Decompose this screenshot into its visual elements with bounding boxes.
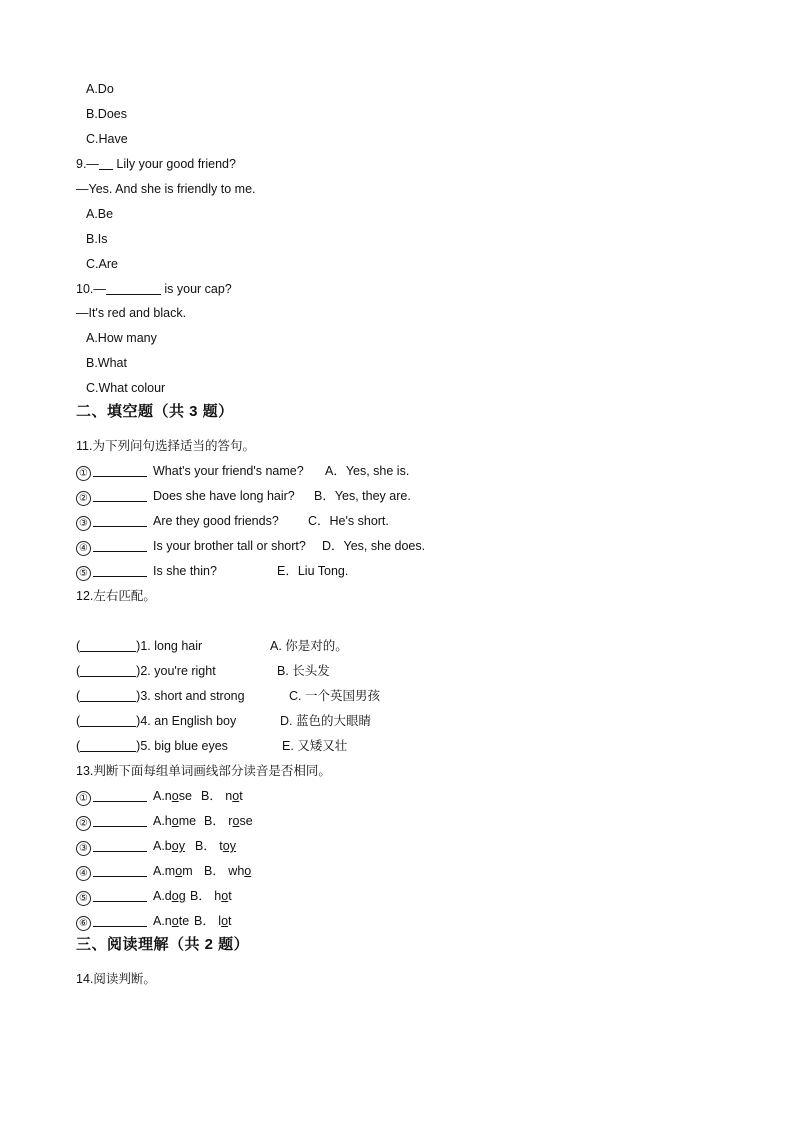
q11-row — [76, 513, 436, 531]
q11-question: What's your friend's name? — [153, 464, 304, 478]
q9-option-a: A.Be — [86, 207, 114, 221]
underlined-sound: o — [221, 914, 229, 928]
q11-question: Is she thin? — [153, 564, 217, 578]
q13-word-b: B． who — [204, 864, 252, 878]
q12-right-item: B. 长头发 — [277, 664, 330, 678]
q12-right-item: D. 蓝色的大眼睛 — [280, 714, 371, 728]
q13-row-number: ③ — [76, 841, 91, 856]
q12-left-item: 3. short and strong — [140, 689, 245, 703]
q13-row — [76, 813, 296, 831]
underlined-sound: o — [171, 914, 179, 928]
q8-option-b: B.Does — [86, 107, 127, 121]
answer-blank — [93, 564, 147, 577]
q13-row-number: ⑥ — [76, 916, 91, 931]
q13-row-number: ⑤ — [76, 891, 91, 906]
answer-blank — [93, 864, 147, 877]
answer-blank — [80, 689, 136, 702]
q9-option-c: C.Are — [86, 257, 118, 271]
q10-blank — [106, 282, 161, 295]
q11-answer-option: D．Yes, she does. — [322, 539, 426, 553]
q13-word-a: A.nose — [153, 789, 192, 803]
underlined-sound: o — [171, 814, 179, 828]
q12-row: ( )4. an English boy D. 蓝色的大眼睛 — [76, 714, 371, 728]
q11-question: Is your brother tall or short? — [153, 539, 306, 553]
answer-blank — [80, 739, 136, 752]
q13-row — [76, 888, 296, 906]
q13-word-b: B． rose — [204, 814, 253, 828]
q13-word-b: B． lot — [194, 914, 232, 928]
q11-row — [76, 488, 436, 506]
q12-title: 12.左右匹配。 — [76, 589, 156, 603]
q8-option-a: A.Do — [86, 82, 114, 96]
answer-blank — [93, 789, 147, 802]
q12-left-item: 5. big blue eyes — [140, 739, 228, 753]
q9-option-b: B.Is — [86, 232, 108, 246]
q9-question — [76, 156, 236, 172]
q10-question — [76, 281, 232, 297]
underlined-sound: o — [175, 864, 183, 878]
answer-blank — [93, 914, 147, 927]
q10-prefix: 10.— — [76, 282, 106, 296]
underlined-sound: o — [232, 789, 240, 803]
q11-row-number: ③ — [76, 516, 91, 531]
q13-word-b: B． hot — [190, 889, 232, 903]
q9-blank — [99, 157, 113, 170]
answer-blank — [93, 464, 147, 477]
q10-option-c: C.What colour — [86, 381, 166, 395]
q13-title: 13.判断下面每组单词画线部分读音是否相同。 — [76, 764, 331, 778]
q12-row: ( )1. long hair A. 你是对的。 — [76, 639, 348, 653]
q13-row-number: ① — [76, 791, 91, 806]
q11-row — [76, 563, 436, 581]
q13-word-a: A.boy — [153, 839, 185, 853]
underlined-sound: og — [171, 889, 186, 903]
q11-row-number: ⑤ — [76, 566, 91, 581]
q12-right-item: E. 又矮又壮 — [282, 739, 348, 753]
q11-answer-option: B．Yes, they are. — [314, 489, 411, 503]
q14-title: 14.阅读判断。 — [76, 972, 156, 986]
underlined-sound: o — [232, 814, 240, 828]
q12-left-item: 1. long hair — [140, 639, 203, 653]
q11-answer-option: E．Liu Tong. — [277, 564, 349, 578]
answer-blank — [93, 539, 147, 552]
q13-row — [76, 838, 296, 856]
q11-question: Does she have long hair? — [153, 489, 295, 503]
q10-option-b: B.What — [86, 356, 127, 370]
answer-blank — [93, 814, 147, 827]
section-2-title: 二、填空题（共 3 题） — [76, 403, 234, 420]
q9-question-text: Lily your good friend? — [112, 157, 236, 171]
q13-row-number: ② — [76, 816, 91, 831]
q10-option-a: A.How many — [86, 331, 157, 345]
q8-option-c: C.Have — [86, 132, 128, 146]
answer-blank — [93, 839, 147, 852]
q9-answer: —Yes. And she is friendly to me. — [76, 182, 256, 196]
q12-left-item: 2. you're right — [140, 664, 216, 678]
q11-row-number: ④ — [76, 541, 91, 556]
q13-row-number: ④ — [76, 866, 91, 881]
q11-answer-option: A．Yes, she is. — [325, 464, 410, 478]
q12-right-item: C. 一个英国男孩 — [289, 689, 380, 703]
q11-question: Are they good friends? — [153, 514, 279, 528]
q13-row — [76, 788, 296, 806]
q12-right-item: A. 你是对的。 — [270, 639, 348, 653]
q12-left-item: 4. an English boy — [140, 714, 237, 728]
q12-row: ( )3. short and strong C. 一个英国男孩 — [76, 689, 380, 703]
q12-row: ( )5. big blue eyes E. 又矮又壮 — [76, 739, 348, 753]
q13-word-a: A.dog — [153, 889, 186, 903]
q11-answer-option: C．He's short. — [308, 514, 389, 528]
answer-blank — [80, 714, 136, 727]
answer-blank — [93, 889, 147, 902]
q12-row: ( )2. you're right B. 长头发 — [76, 664, 330, 678]
underlined-sound: oy — [222, 839, 236, 853]
answer-blank — [80, 664, 136, 677]
answer-blank — [93, 514, 147, 527]
underlined-sound: o — [244, 864, 252, 878]
q13-row — [76, 913, 296, 931]
q11-row — [76, 538, 436, 556]
q11-row-number: ② — [76, 491, 91, 506]
underlined-sound: o — [171, 789, 179, 803]
q10-question-text: is your cap? — [160, 282, 232, 296]
section-3-title: 三、阅读理解（共 2 题） — [76, 936, 250, 953]
q13-word-a: A.mom — [153, 864, 193, 878]
q11-row-number: ① — [76, 466, 91, 481]
underlined-sound: oy — [171, 839, 185, 853]
q13-word-a: A.note — [153, 914, 190, 928]
q11-row — [76, 463, 436, 481]
answer-blank — [80, 639, 136, 652]
q9-prefix: 9.— — [76, 157, 99, 171]
underlined-sound: o — [221, 889, 229, 903]
q13-word-b: B． toy — [195, 839, 236, 853]
q13-row — [76, 863, 296, 881]
q10-answer: —It's red and black. — [76, 306, 187, 320]
q13-word-a: A.home — [153, 814, 197, 828]
q11-title: 11.为下列问句选择适当的答句。 — [76, 439, 255, 453]
q13-word-b: B． not — [201, 789, 243, 803]
answer-blank — [93, 489, 147, 502]
